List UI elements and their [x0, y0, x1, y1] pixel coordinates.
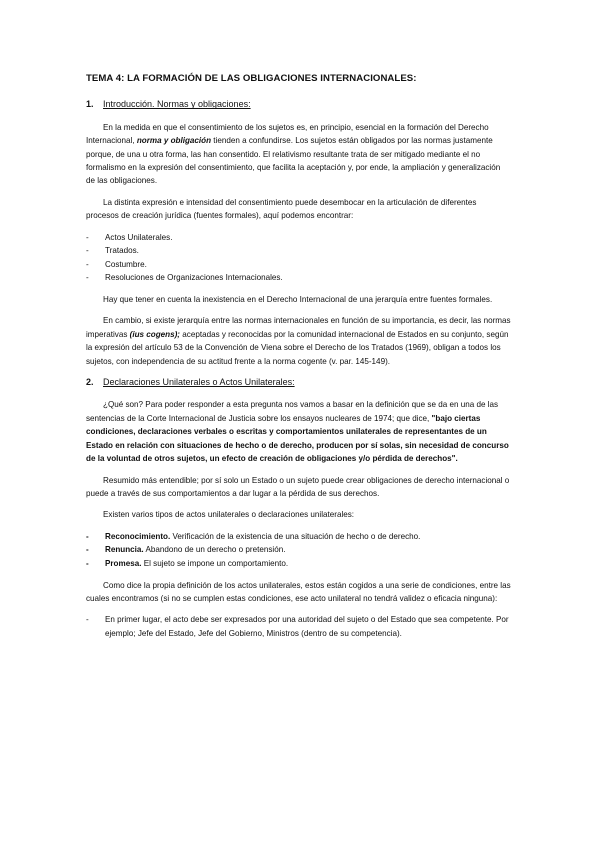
type-name: Promesa. [105, 558, 142, 568]
section-2-paragraph-1 [86, 398, 511, 465]
section-1-paragraph-3: Hay que tener en cuenta la inexistencia en el Derecho Internacional de una jerarquía entre fuentes formales. [103, 295, 493, 305]
type-description: Verificación de la existencia de una situación de hecho o de derecho. [170, 531, 421, 541]
list-item-text: Actos Unilaterales. [105, 232, 173, 242]
section-1-heading [86, 98, 511, 111]
section-1-paragraph-1 [86, 121, 511, 188]
dash-marker: - [86, 531, 89, 541]
section-2-heading [86, 376, 511, 389]
section-1-title: Introducción. Normas y obligaciones: [103, 99, 251, 110]
text-span: En cambio, si existe jerarquía entre las normas internacionales en función de su importancia, es decir, las normas imperativas [86, 316, 511, 339]
list-item [86, 231, 511, 245]
quoted-definition: "bajo ciertas condiciones, declaraciones verbales o escritas y comportamientos unilaterales de representantes de un Estado en relación con situaciones de hecho o de derecho, producen por sí solas, sin necesidad de concurso de la voluntad de otros sujetos, un efecto de creación de obligaciones y/o pérdida de derechos". [86, 413, 509, 464]
list-item-text: En primer lugar, el acto debe ser expresados por una autoridad del sujeto o del Estado que sea competente. Por ejemplo; Jefe del Estado, Jefe del Gobierno, Ministros (dentro de su competencia). [105, 615, 509, 638]
list-item [86, 271, 511, 285]
list-item-text [105, 557, 511, 571]
dash-marker: - [86, 615, 89, 625]
section-2-number: 2. [86, 377, 94, 388]
dash-marker: - [86, 259, 89, 269]
unilateral-types-list [86, 530, 511, 571]
section-1-number: 1. [86, 99, 94, 110]
section-2-paragraph-4: Como dice la propia definición de los actos unilaterales, estos están cogidos a una serie de condiciones, entre las cuales encontramos (si no se cumplen estas condiciones, ese acto unilateral no tendrá validez o eficacia ninguna): [86, 580, 511, 603]
section-2-paragraph-2: Resumido más entendible; por sí solo un Estado o un sujeto puede crear obligaciones de derecho internacional o puede a través de sus comportamientos a dar lugar a la pérdida de sus derechos. [86, 475, 510, 498]
type-description: Abandono de un derecho o pretensión. [143, 545, 286, 555]
list-item [86, 244, 511, 258]
conditions-list [86, 613, 511, 640]
type-name: Renuncia. [105, 545, 144, 555]
list-item [86, 258, 511, 272]
dash-marker: - [86, 273, 89, 283]
list-item [86, 557, 511, 571]
emphasis-text: (ius cogens); [129, 329, 181, 339]
section-2-title: Declaraciones Unilaterales o Actos Unilaterales: [103, 377, 295, 388]
section-1-paragraph-4 [86, 314, 511, 368]
dash-marker: - [86, 246, 89, 256]
dash-marker: - [86, 545, 89, 555]
document-title: TEMA 4: LA FORMACIÓN DE LAS OBLIGACIONES INTERNACIONALES: [86, 73, 417, 84]
list-item-text: Tratados. [105, 246, 139, 256]
section-1-paragraph-2: La distinta expresión e intensidad del consentimiento puede desembocar en la articulación de diferentes procesos de creación jurídica (fuentes formales), aquí podemos encontrar: [86, 197, 477, 221]
list-item-text [105, 543, 511, 557]
list-item [86, 530, 511, 544]
text-span: ¿Qué son? Para poder responder a esta pregunta nos vamos a basar en la definición que se da en una de las sentencias de la Corte Internacional de Justicia sobre los ensayos nucleares de 1974; que dice, [86, 400, 499, 423]
text-span: tienden a confundirse. Los sujetos están obligados por las normas justamente porque, de una u otra forma, las han consentido. El relativismo resultante trata de ser mitigado mediante el no formalismo en la expresión del consentimiento, que facilita la aceptación y, por ende, la ampliación y generalización de las obligaciones. [86, 136, 501, 186]
list-item [86, 543, 511, 557]
dash-marker: - [86, 232, 89, 242]
emphasis-text: norma y obligación [136, 136, 212, 146]
section-2-paragraph-3: Existen varios tipos de actos unilaterales o declaraciones unilaterales: [103, 510, 355, 520]
list-item-text: Resoluciones de Organizaciones Internacionales. [105, 273, 283, 283]
text-span: En la medida en que el consentimiento de los sujetos es, en principio, esencial en la formación del Derecho Internacional, [86, 122, 489, 146]
list-item-text: Costumbre. [105, 259, 147, 269]
list-item [86, 613, 511, 640]
text-span: aceptadas y reconocidas por la comunidad internacional de Estados en su conjunto, según la expresión del artículo 53 de la Convención de Viena sobre el Derecho de los Tratados (1969), obligan a todos los sujetos, con independencia de su actitud frente a la norma cogente (v. par. 145-149). [86, 329, 509, 366]
list-item-text [105, 530, 511, 544]
dash-marker: - [86, 558, 89, 568]
type-description: El sujeto se impone un comportamiento. [141, 558, 289, 568]
sources-list [86, 231, 511, 285]
type-name: Reconocimiento. [105, 531, 171, 541]
